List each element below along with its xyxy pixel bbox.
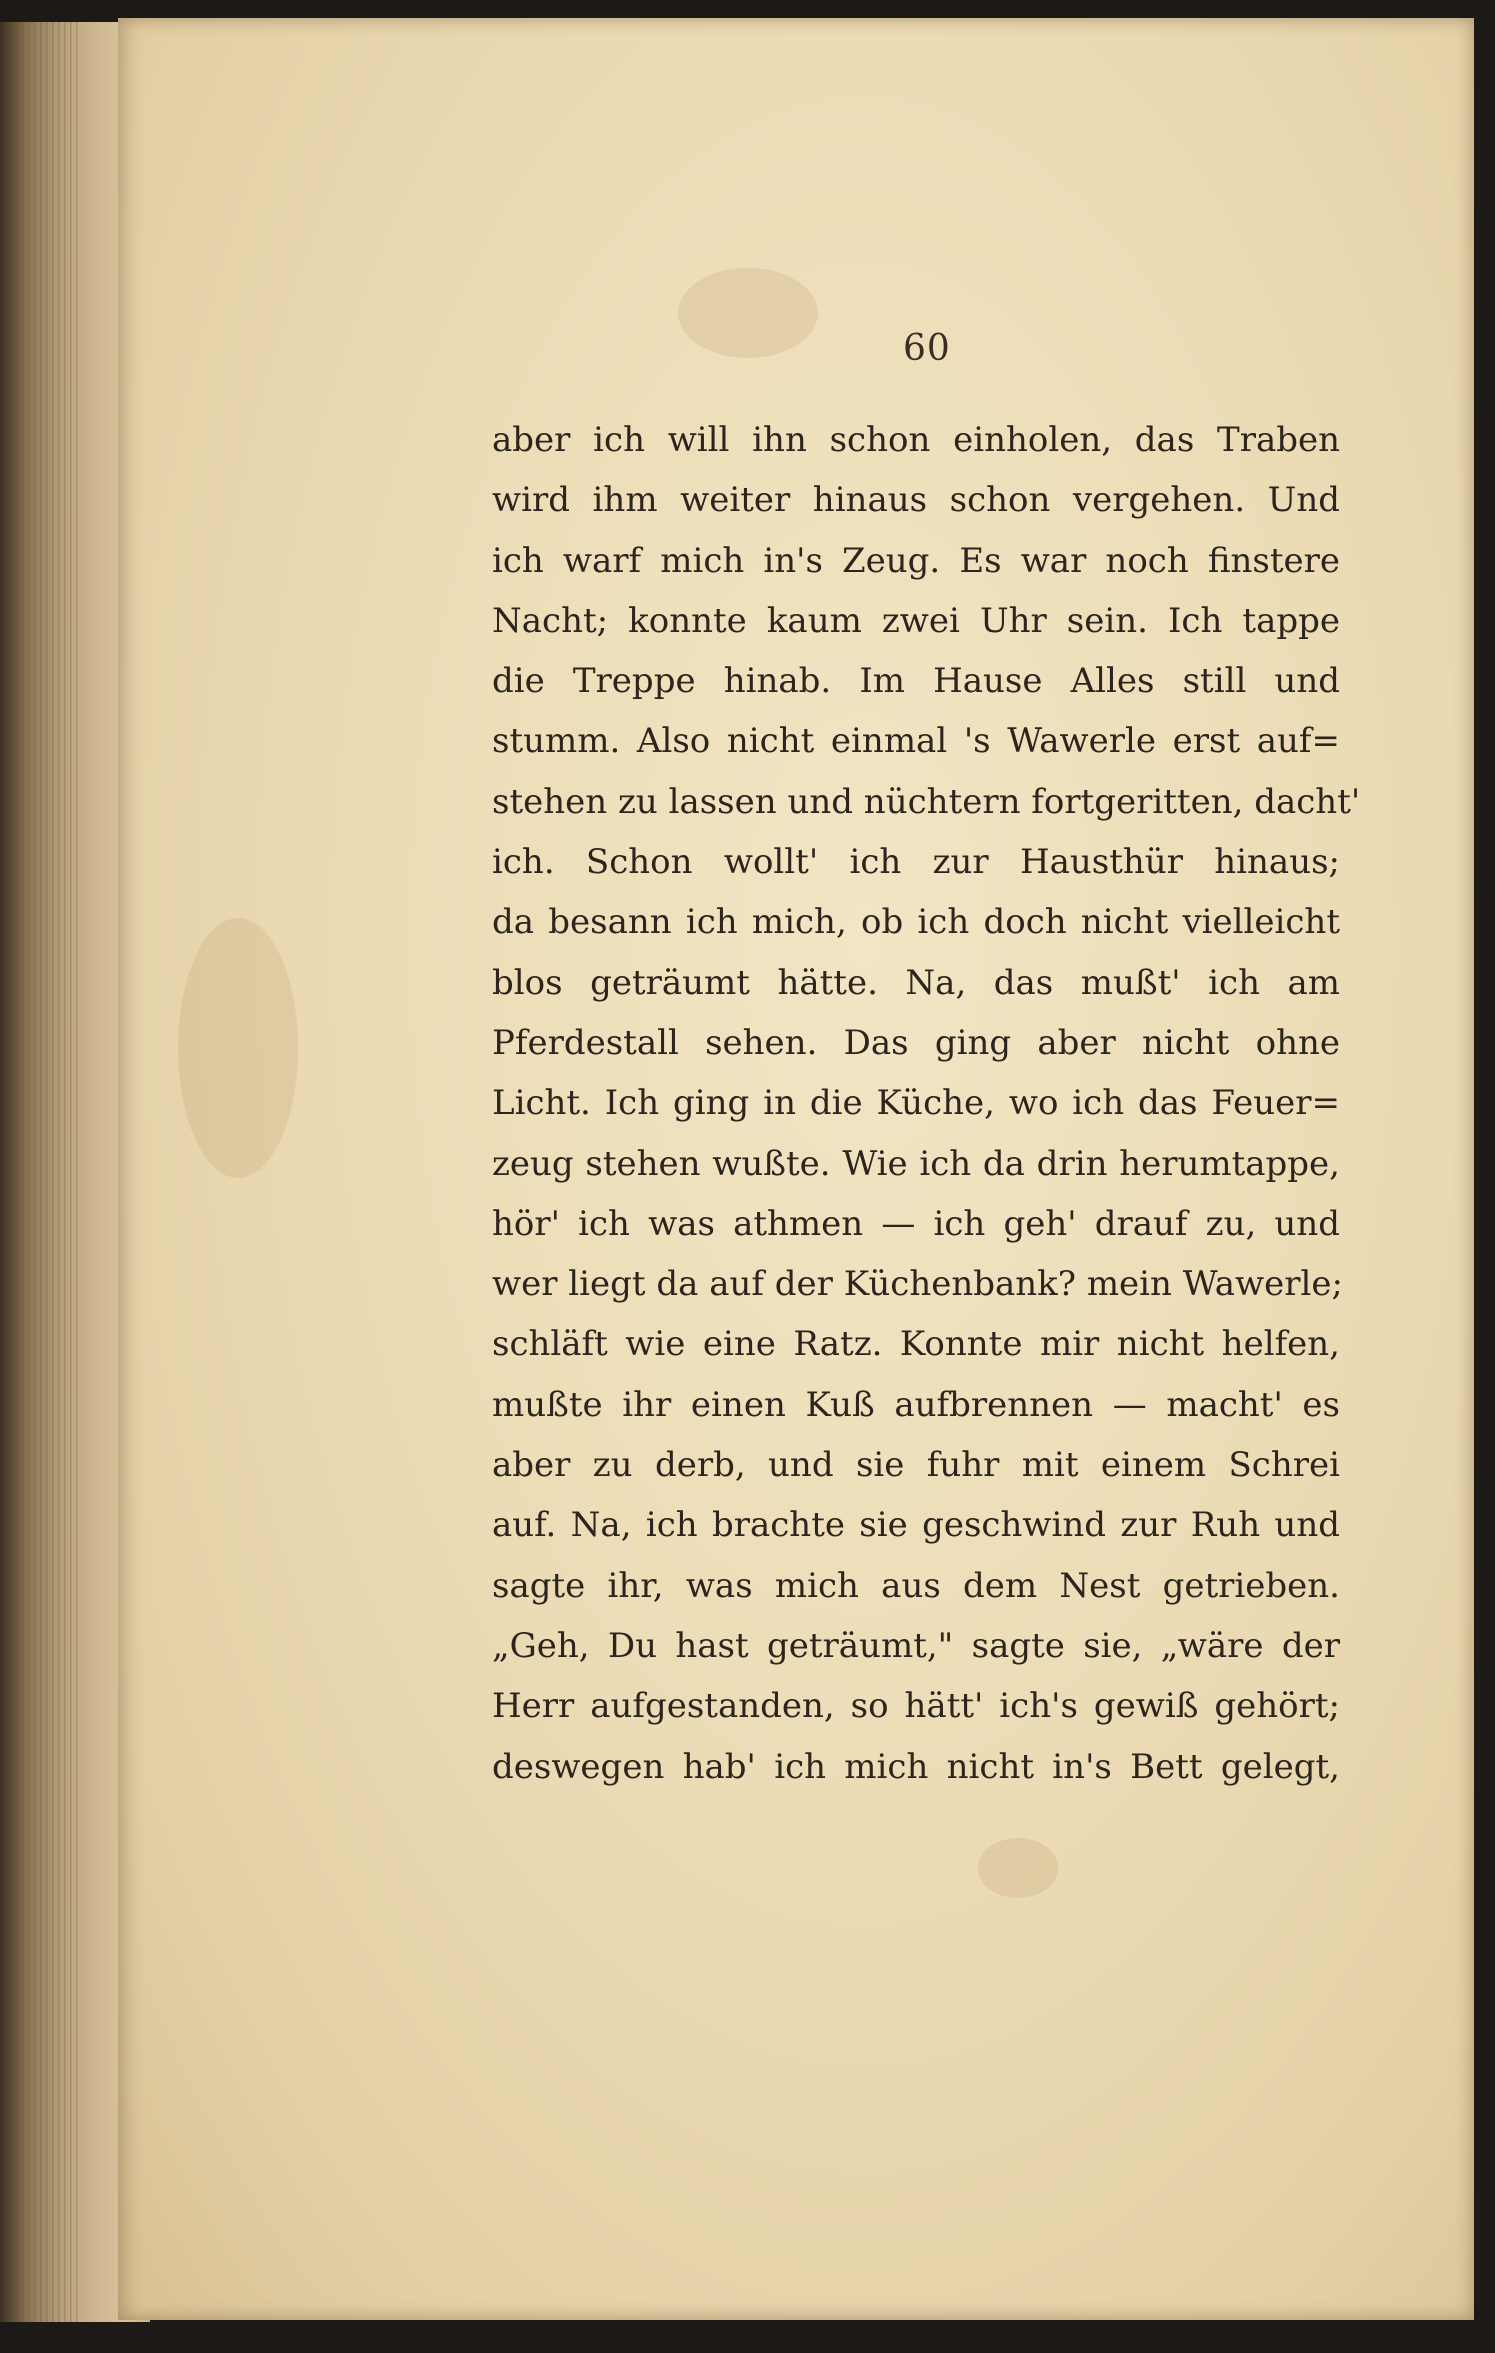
text-line: zeug stehen wußte. Wie ich da drin herumtappe, [492,1143,1340,1184]
text-line: stehen zu lassen und nüchtern fortgeritten, dacht' [492,781,1361,822]
text-line: schläft wie eine Ratz. Konnte mir nicht helfen, [492,1324,1340,1365]
text-line: Licht. Ich ging in die Küche, wo ich das Feuer= [492,1083,1340,1124]
text-line: aber ich will ihn schon einholen, das Traben [492,420,1340,460]
text-line: ich. Schon wollt' ich zur Hausthür hinaus; [492,842,1340,883]
text-line: da besann ich mich, ob ich doch nicht vielleicht [492,902,1340,943]
stain [678,268,818,358]
text-line: Herr aufgestanden, so hätt' ich's gewiß gehört; [492,1686,1340,1727]
text-line: sagte ihr, was mich aus dem Nest getrieben. [492,1565,1340,1606]
text-line: die Treppe hinab. Im Hause Alles still und [492,661,1340,702]
text-line: mußte ihr einen Kuß aufbrennen — macht' es [492,1384,1340,1425]
stain [978,1838,1058,1898]
body-text [492,410,1361,1797]
text-line: stumm. Also nicht einmal 's Wawerle erst auf= [492,721,1340,762]
text-line: auf. Na, ich brachte sie geschwind zur Ruh und [492,1505,1340,1546]
text-line: ich warf mich in's Zeug. Es war noch finstere [492,540,1340,581]
text-line: wer liegt da auf der Küchenbank? mein Wawerle; [492,1264,1343,1305]
text-line: aber zu derb, und sie fuhr mit einem Schrei [492,1445,1340,1486]
text-line: blos geträumt hätte. Na, das mußt' ich am [492,962,1340,1003]
page-number: 60 [903,328,951,369]
text-line: Nacht; konnte kaum zwei Uhr sein. Ich tappe [492,600,1340,641]
text-line: „Geh, Du hast geträumt," sagte sie, „wäre der [492,1625,1340,1666]
text-line: wird ihm weiter hinaus schon vergehen. Und [492,480,1340,521]
text-line: hör' ich was athmen — ich geh' drauf zu, und [492,1203,1340,1244]
text-line: Pferdestall sehen. Das ging aber nicht ohne [492,1022,1340,1063]
text-line: deswegen hab' ich mich nicht in's Bett gelegt, [492,1746,1340,1787]
stain [178,918,298,1178]
